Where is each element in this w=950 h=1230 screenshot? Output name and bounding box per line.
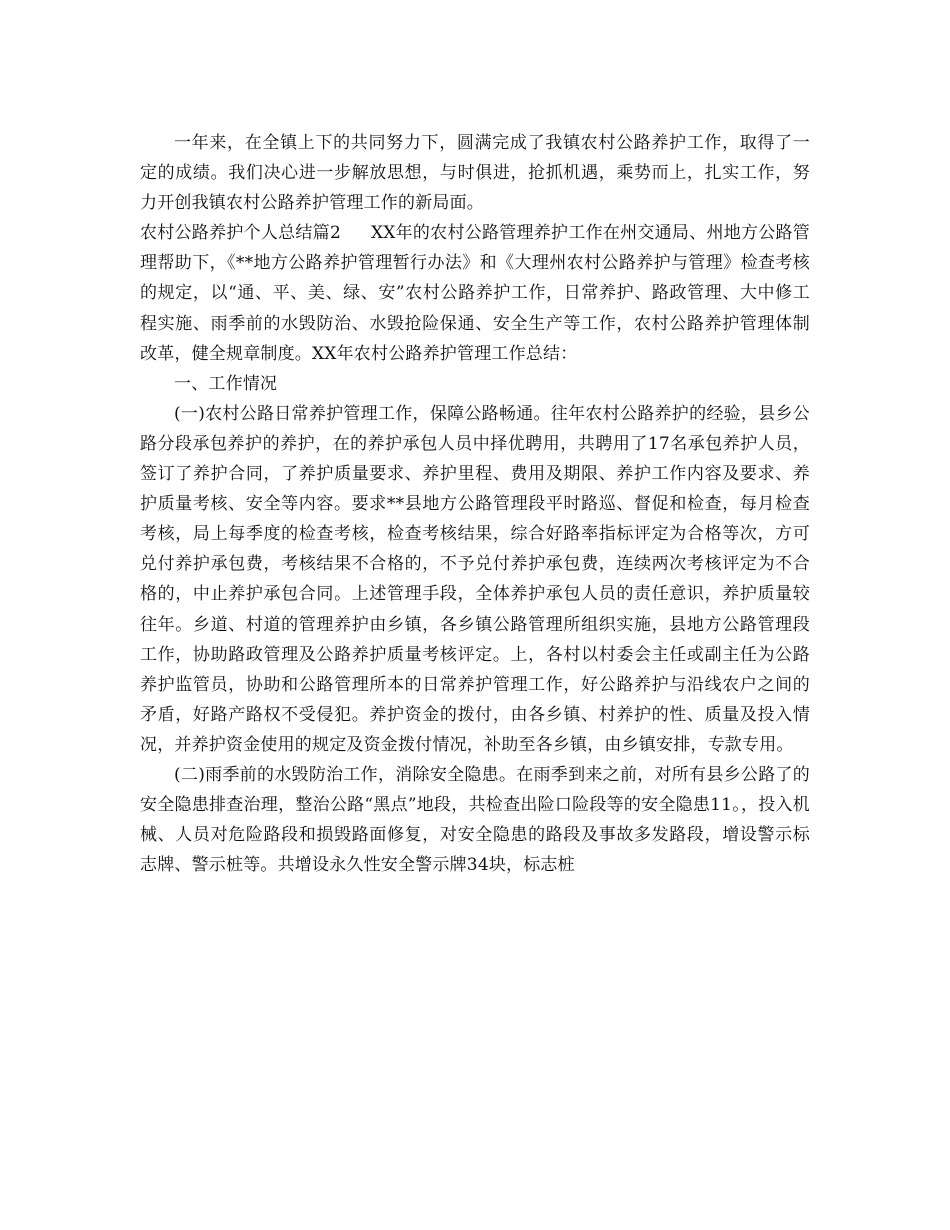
paragraph-text: (二)雨季前的水毁防治工作，消除安全隐患。在雨季到来之前，对所有县乡公路了的安全隐患排查治理，整治公路“黑点”地段，共检查出险口险段等的安全隐患11。，投入机械、人员对危险路段和损毁路面修复，对安全隐患的路段及事故多发路段，增设警示标志牌、警示桩等。共增设永久性安全警示牌34块，标志桩	[140, 764, 810, 876]
heading-text: 一、工作情况	[174, 373, 278, 394]
paragraph-daily-maintenance	[140, 399, 810, 760]
document-body	[140, 128, 810, 880]
section-title: 农村公路养护个人总结篇2	[140, 223, 341, 244]
paragraph-closing	[140, 128, 810, 218]
paragraph-section-2	[140, 218, 810, 368]
paragraph-text: 一年来，在全镇上下的共同努力下，圆满完成了我镇农村公路养护工作，取得了一定的成绩。我们决心进一步解放思想，与时俱进，抢抓机遇，乘势而上，扎实工作，努力开创我镇农村公路养护管理工作的新局面。	[140, 133, 810, 214]
paragraph-text: XX年的农村公路管理养护工作在州交通局、州地方公路管理帮助下，《**地方公路养护管理暂行办法》和《大理州农村公路养护与管理》检查考核的规定，以“通、平、美、绿、安”农村公路养护工作，日常养护、路政管理、大中修工程实施、雨季前的水毁防治、水毁抢险保通、安全生产等工作，农村公路养护管理体制改革，健全规章制度。XX年农村公路养护管理工作总结：	[140, 223, 811, 364]
paragraph-text: (一)农村公路日常养护管理工作，保障公路畅通。往年农村公路养护的经验，县乡公路分段承包养护的养护，在的养护承包人员中择优聘用，共聘用了17名承包养护人员，签订了养护合同，了养护质量要求、养护里程、费用及期限、养护工作内容及要求、养护质量考核、安全等内容。要求**县地方公路管理段平时路巡、督促和检查，每月检查考核，局上每季度的检查考核，检查考核结果，综合好路率指标评定为合格等次，方可兑付养护承包费，考核结果不合格的，不予兑付养护承包费，连续两次考核评定为不合格的，中止养护承包合同。上述管理手段，全体养护承包人员的责任意识，养护质量较往年。乡道、村道的管理养护由乡镇，各乡镇公路管理所组织实施，县地方公路管理段工作，协助路政管理及公路养护质量考核评定。上，各村以村委会主任或副主任为公路养护监管员，协助和公路管理所本的日常养护管理工作，好公路养护与沿线农户之间的矛盾，好路产路权不受侵犯。养护资金的拨付，由各乡镇、村养护的性、质量及投入情况，并养护资金使用的规定及资金拨付情况，补助至各乡镇，由乡镇安排，专款专用。	[140, 403, 810, 755]
paragraph-flood-prevention	[140, 760, 810, 880]
heading-work-status	[140, 369, 810, 399]
